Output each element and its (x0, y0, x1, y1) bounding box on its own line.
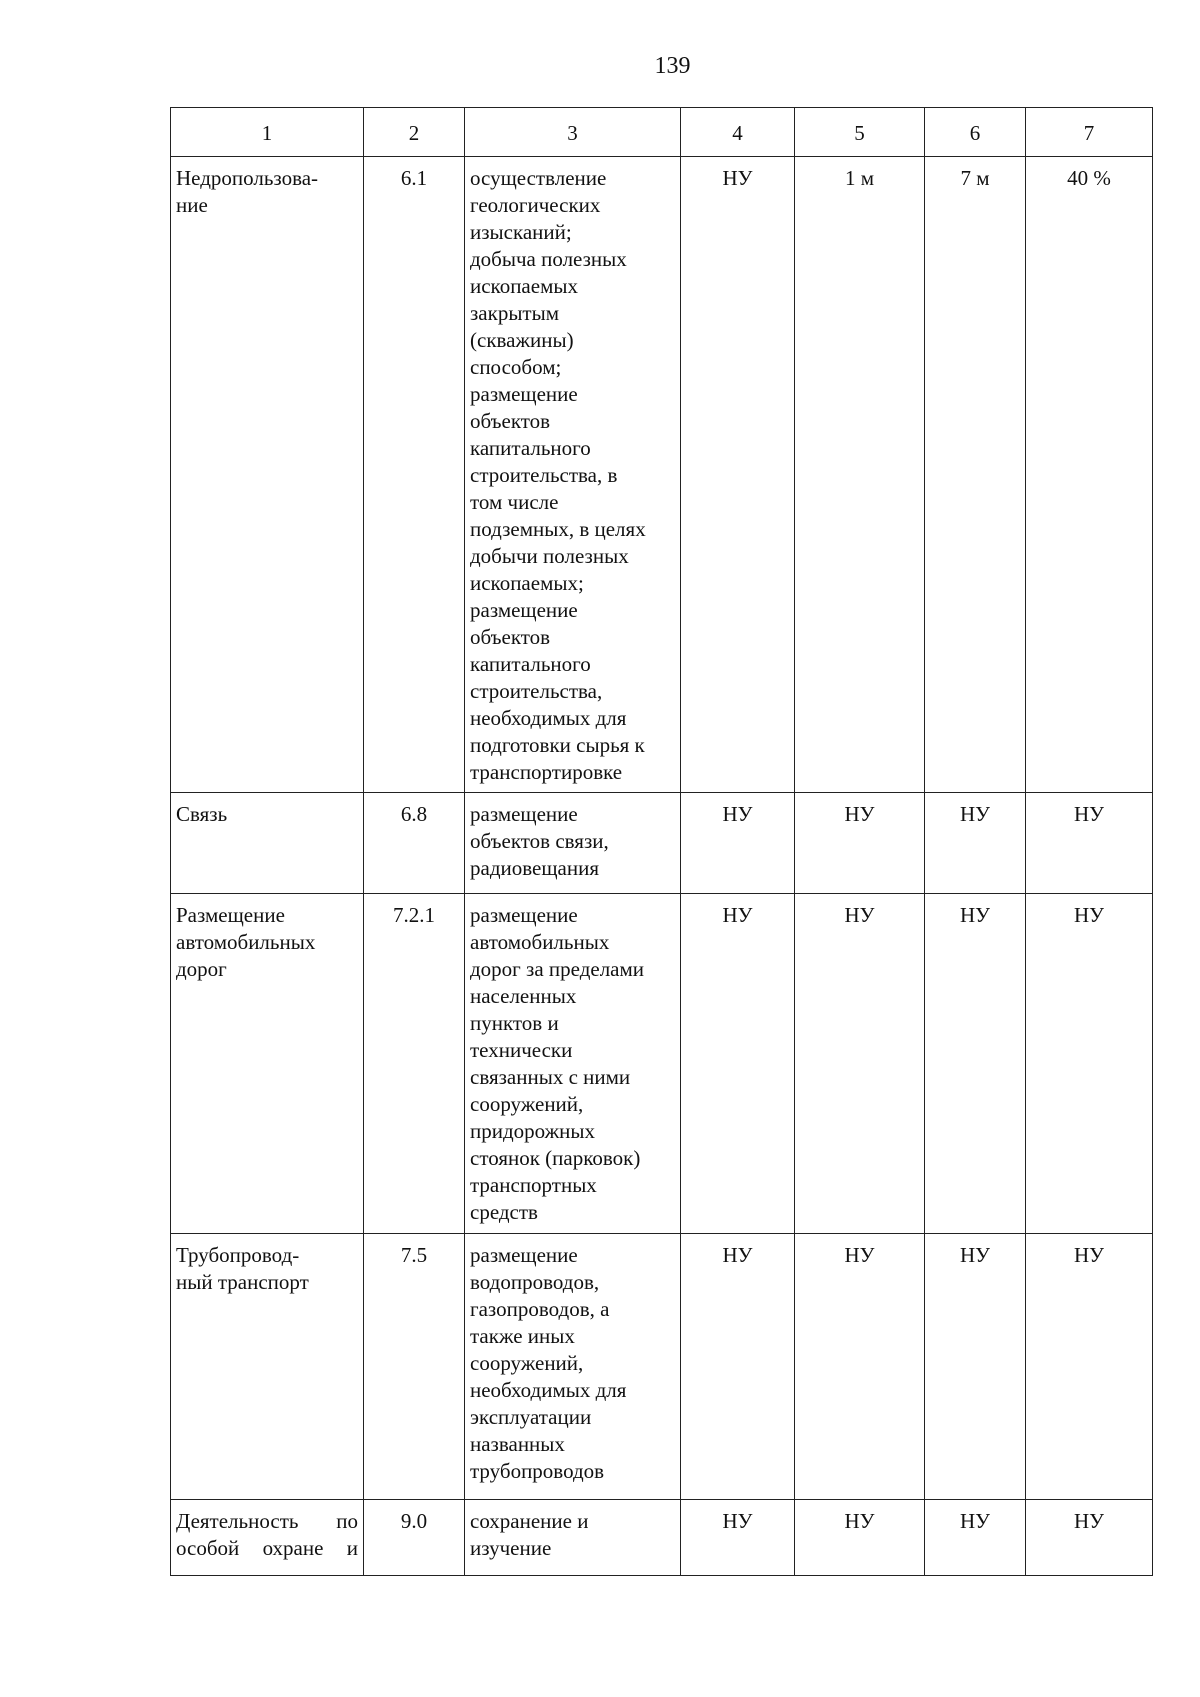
text-line: подготовки сырья к (470, 733, 645, 757)
text-line: радиовещания (470, 856, 599, 880)
text-line: размещение (470, 802, 578, 826)
text-line: осуществление (470, 166, 607, 190)
text-line: изысканий; (470, 220, 572, 244)
text-line: размещение (470, 598, 578, 622)
text-line: добычи полезных (470, 544, 629, 568)
param-col4: НУ (681, 1234, 795, 1500)
text-line: объектов (470, 409, 551, 433)
text-line: капитального (470, 436, 591, 460)
table-row (171, 157, 1153, 793)
text-line: ископаемых (470, 274, 578, 298)
use-type-name (171, 1234, 364, 1500)
text-line: подземных, в целях (470, 517, 646, 541)
text-line: автомобильных (176, 930, 316, 954)
param-col7: НУ (1026, 1500, 1153, 1576)
param-col7: НУ (1026, 894, 1153, 1234)
param-col4: НУ (681, 793, 795, 894)
text-line: закрытым (470, 301, 560, 325)
text-line: дорог (176, 957, 227, 981)
use-type-code: 6.8 (364, 793, 465, 894)
column-header: 2 (364, 108, 465, 157)
text-line: ный транспорт (176, 1270, 309, 1294)
table-row (171, 1500, 1153, 1576)
text-line: сооружений, (470, 1092, 584, 1116)
text-line: Размещение (176, 903, 285, 927)
text-line: размещение (470, 1243, 578, 1267)
param-col6: НУ (925, 894, 1026, 1234)
param-col6: НУ (925, 793, 1026, 894)
param-col6: НУ (925, 1500, 1026, 1576)
table-row (171, 1234, 1153, 1500)
use-type-description (465, 1500, 681, 1576)
text-line: дорог за пределами (470, 957, 645, 981)
text-line: особой охране и (176, 1536, 358, 1560)
text-line: добыча полезных (470, 247, 627, 271)
text-line: населенных (470, 984, 577, 1008)
use-type-name (171, 793, 364, 894)
text-line: сооружений, (470, 1351, 584, 1375)
param-col7: НУ (1026, 1234, 1153, 1500)
text-line: пунктов и (470, 1011, 559, 1035)
text-line: трубопроводов (470, 1459, 605, 1483)
use-type-description (465, 894, 681, 1234)
text-line: Недропользова- (176, 166, 319, 190)
use-type-name (171, 1500, 364, 1576)
text-line: стоянок (парковок) (470, 1146, 641, 1170)
text-line: размещение (470, 382, 578, 406)
text-line: строительства, (470, 679, 603, 703)
param-col5: НУ (795, 1500, 925, 1576)
param-col6: 7 м (925, 157, 1026, 793)
text-line: сохранение и (470, 1509, 589, 1533)
text-line: капитального (470, 652, 591, 676)
text-line: автомобильных (470, 930, 610, 954)
param-col5: НУ (795, 793, 925, 894)
text-line: способом; (470, 355, 562, 379)
text-line: необходимых для (470, 706, 627, 730)
text-line: (скважины) (470, 328, 574, 352)
text-line: объектов (470, 625, 551, 649)
text-line: геологических (470, 193, 601, 217)
column-header: 3 (465, 108, 681, 157)
text-line: технически (470, 1038, 573, 1062)
param-col5: 1 м (795, 157, 925, 793)
table-row (171, 894, 1153, 1234)
table-row (171, 793, 1153, 894)
column-header: 7 (1026, 108, 1153, 157)
use-type-code: 9.0 (364, 1500, 465, 1576)
text-line: том числе (470, 490, 559, 514)
text-line: ние (176, 193, 208, 217)
column-header: 5 (795, 108, 925, 157)
text-line: связанных с ними (470, 1065, 631, 1089)
param-col7: НУ (1026, 793, 1153, 894)
param-col6: НУ (925, 1234, 1026, 1500)
text-line: объектов связи, (470, 829, 609, 853)
use-type-name (171, 157, 364, 793)
text-line: необходимых для (470, 1378, 627, 1402)
use-type-code: 7.5 (364, 1234, 465, 1500)
param-col7: 40 % (1026, 157, 1153, 793)
text-line: придорожных (470, 1119, 595, 1143)
text-line: размещение (470, 903, 578, 927)
param-col5: НУ (795, 894, 925, 1234)
use-type-description (465, 157, 681, 793)
param-col5: НУ (795, 1234, 925, 1500)
use-type-code: 6.1 (364, 157, 465, 793)
use-type-description (465, 1234, 681, 1500)
text-line: строительства, в (470, 463, 618, 487)
text-line: изучение (470, 1536, 552, 1560)
text-line: ископаемых; (470, 571, 584, 595)
param-col4: НУ (681, 157, 795, 793)
param-col4: НУ (681, 894, 795, 1234)
param-col4: НУ (681, 1500, 795, 1576)
text-line: Связь (176, 802, 228, 826)
column-header: 4 (681, 108, 795, 157)
text-line: транспортных (470, 1173, 597, 1197)
text-line: эксплуатации (470, 1405, 592, 1429)
text-line: также иных (470, 1324, 575, 1348)
use-type-code: 7.2.1 (364, 894, 465, 1234)
text-line: Трубопровод- (176, 1243, 300, 1267)
use-type-description (465, 793, 681, 894)
page-number: 139 (654, 53, 691, 79)
column-header: 6 (925, 108, 1026, 157)
text-line: газопроводов, а (470, 1297, 610, 1321)
use-type-name (171, 894, 364, 1234)
text-line: средств (470, 1200, 538, 1224)
text-line: водопроводов, (470, 1270, 600, 1294)
column-header: 1 (171, 108, 364, 157)
text-line: названных (470, 1432, 565, 1456)
table-header-row (171, 108, 1153, 157)
text-line: транспортировке (470, 760, 623, 784)
regulations-table (170, 107, 1153, 1576)
text-line: Деятельность по (176, 1509, 358, 1533)
